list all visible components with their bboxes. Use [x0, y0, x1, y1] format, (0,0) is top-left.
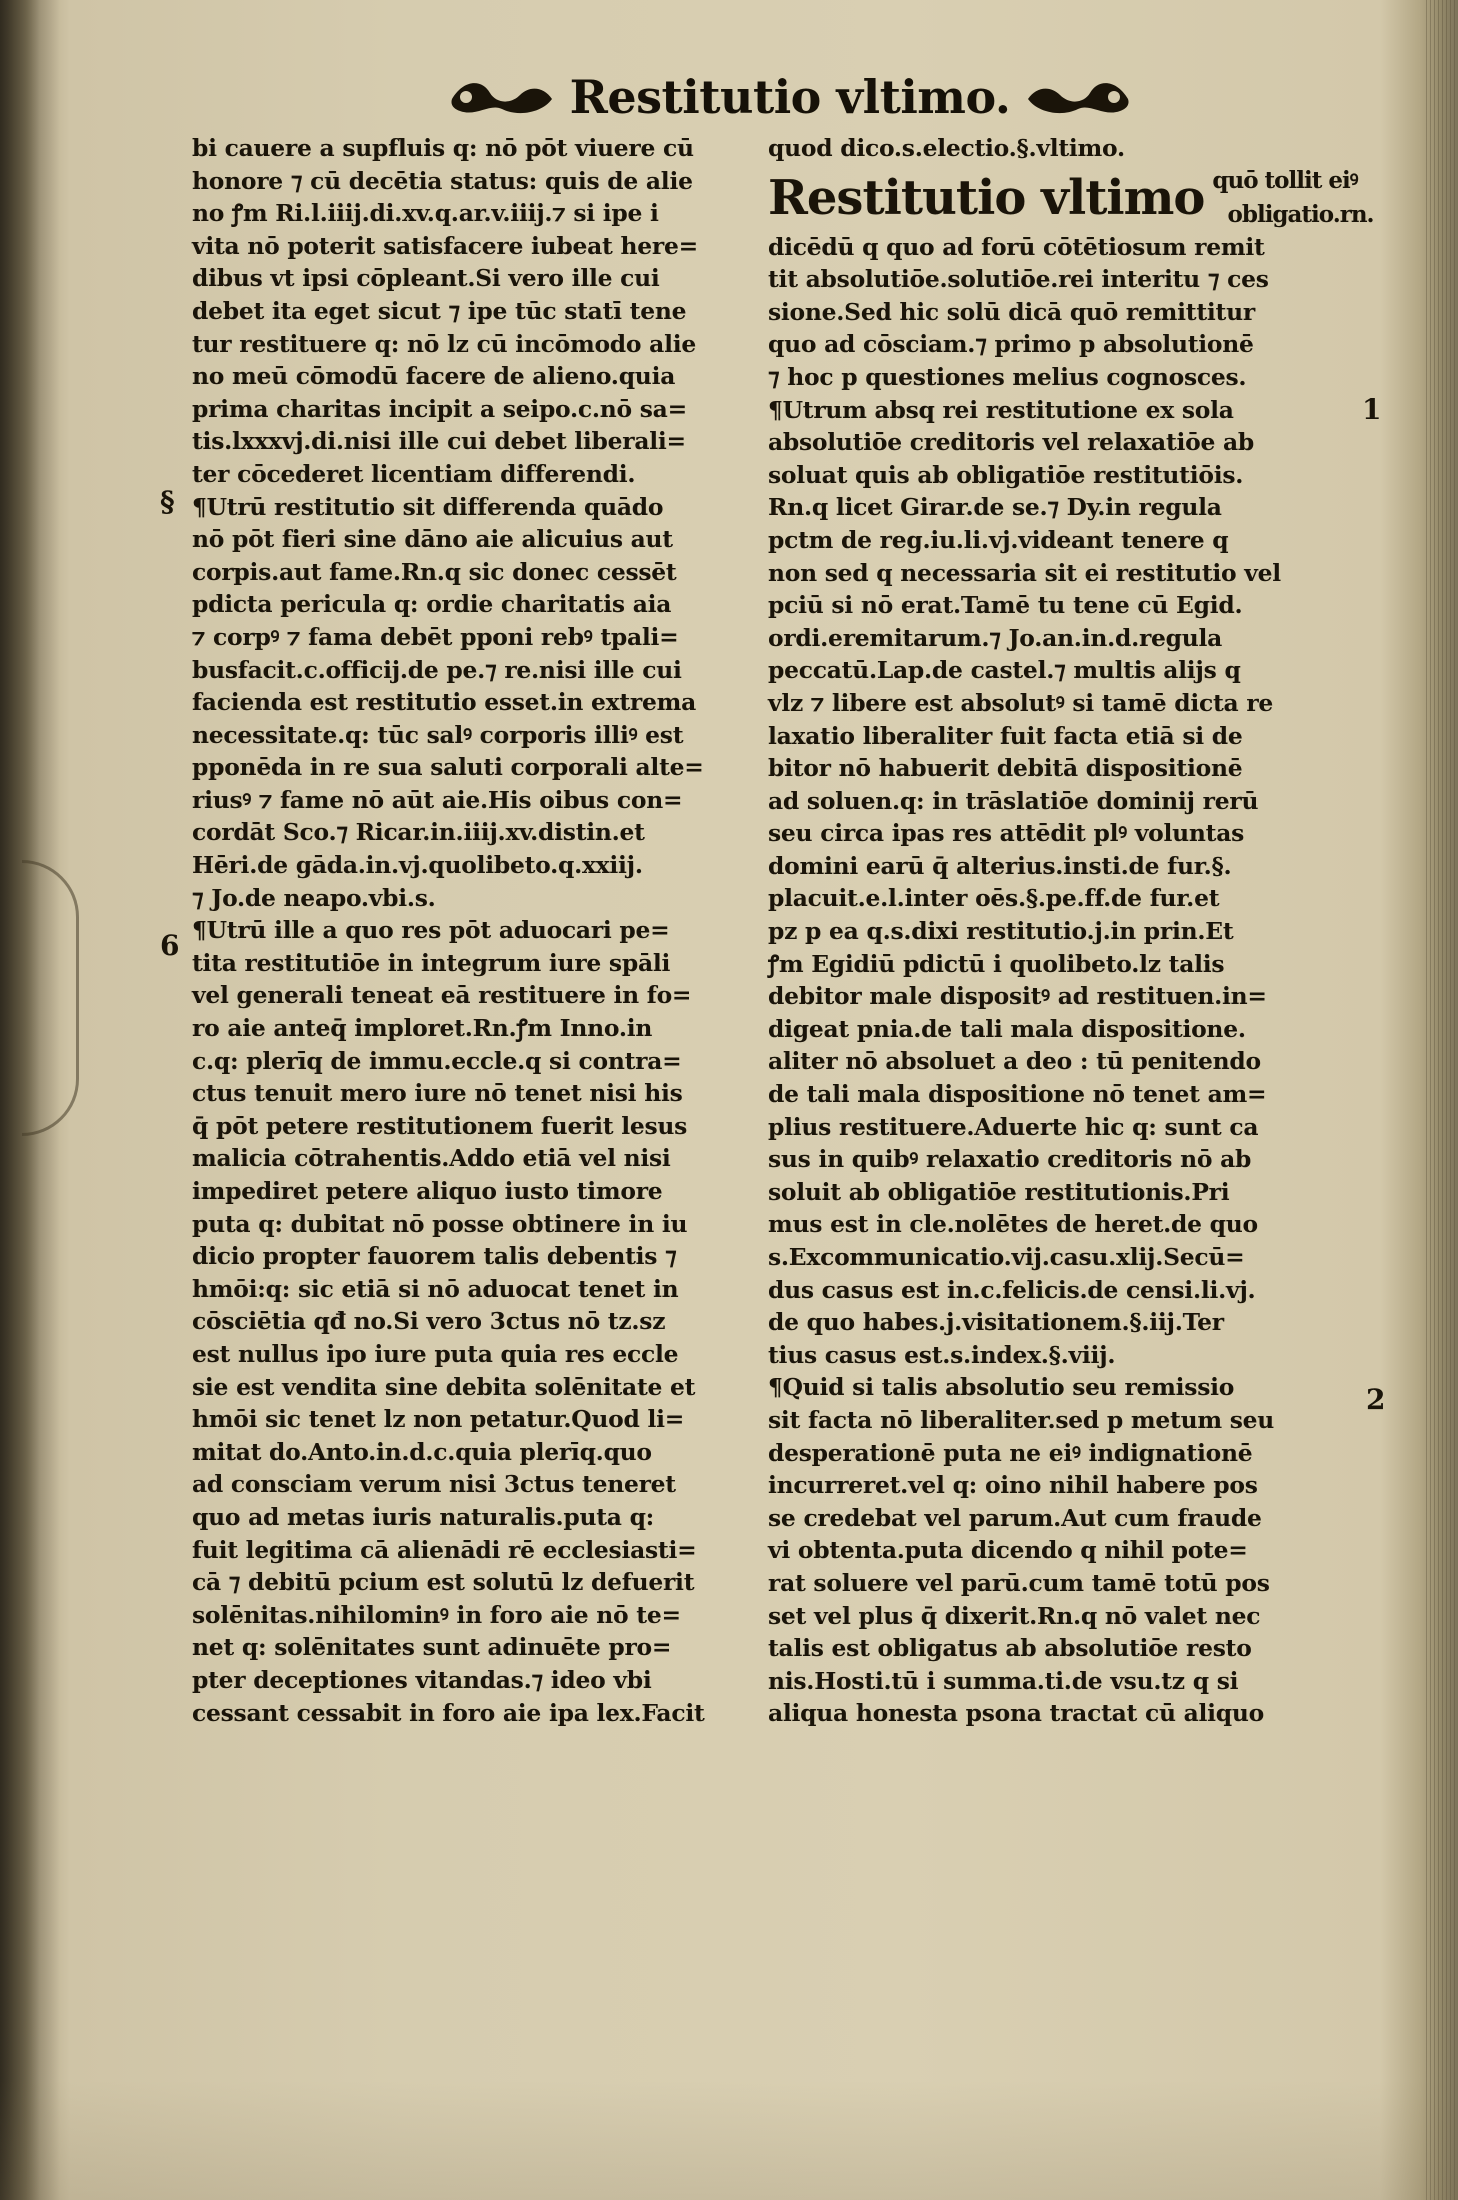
text-line: pponēda in re sua saluti corporali alte= — [192, 753, 704, 782]
text-line: debitor male dispositꝰ ad restituen.in= — [768, 982, 1267, 1011]
text-line: facienda est restitutio esset.in extrema — [192, 688, 697, 717]
text-line: quod dico.s.electio.§.vltimo. — [768, 134, 1125, 162]
right-text-column — [768, 132, 1374, 1730]
page-edge — [1426, 0, 1458, 2200]
text-line: ⁊ Jo.de neapo.vbi.s. — [192, 883, 436, 912]
text-line: aliter nō absoluet a deo : tū penitendo — [768, 1047, 1261, 1076]
text-line: ¶Utrum absq rei restitutione ex sola — [768, 395, 1234, 424]
text-line: dus casus est in.c.felicis.de censi.li.vj. — [768, 1275, 1256, 1304]
text-line: mitat do.Anto.in.d.c.quia plerīq.quo — [192, 1437, 652, 1466]
margin-mark: 1 — [1362, 393, 1382, 426]
text-line: hmōi sic tenet lz non petatur.Quod li= — [192, 1405, 685, 1434]
text-line: ¶Utrū ille a quo res pōt aduocari pe= — [192, 916, 670, 945]
text-line: soluat quis ab obligatiōe restitutiōis. — [768, 460, 1244, 489]
text-line: riusꝰ ⁊ fame nō aūt aie.His oibus con= — [192, 785, 683, 814]
text-line: net q: solēnitates sunt adinuēte pro= — [192, 1633, 672, 1662]
text-line: bi cauere a supfluis q: nō pōt viuere cū — [192, 134, 694, 162]
text-line: domini earū q̄ alterius.insti.de fur.§. — [768, 851, 1232, 880]
text-line: sie est vendita sine debita solēnitate et — [192, 1372, 696, 1401]
section-heading-text: Restitutio vltimo — [768, 169, 1205, 226]
text-line: tius casus est.s.index.§.viij. — [768, 1340, 1116, 1369]
text-line: necessitate.q: tūc salꝰ corporis illiꝰ est — [192, 720, 684, 749]
text-line: absolutiōe creditoris vel relaxatiōe ab — [768, 428, 1255, 457]
text-line: nis.Hosti.tū i summa.ti.de vsu.tz q si — [768, 1666, 1239, 1695]
heading-superscript: quō tollit eiꝰ — [1212, 166, 1358, 194]
text-line: quo ad cōsciam.⁊ primo p absolutionē — [768, 330, 1254, 359]
text-line: puta q: dubitat nō posse obtinere in iu — [192, 1209, 688, 1238]
margin-mark: 6 — [160, 929, 180, 962]
text-line: pdicta pericula q: ordie charitatis aia — [192, 590, 672, 619]
text-line: impediret petere aliquo iusto timore — [192, 1177, 663, 1205]
text-line: dicio propter fauorem talis debentis ⁊ — [192, 1242, 677, 1271]
text-line: honore ⁊ cū decētia status: quis de alie — [192, 166, 693, 195]
text-line: ꝭm Egidiū pdictū i quolibeto.lz talis — [768, 949, 1225, 978]
text-line: ter cōcederet licentiam differendi. — [192, 459, 636, 488]
text-line: ordi.eremitarum.⁊ Jo.an.in.d.regula — [768, 623, 1223, 652]
text-line: pz p ea q.s.dixi restitutio.j.in prin.Et — [768, 917, 1234, 946]
page-shade — [0, 2080, 1458, 2200]
text-line: s.Excommunicatio.vij.casu.xlij.Secū= — [768, 1243, 1245, 1271]
text-line: plius restituere.Aduerte hic q: sunt ca — [768, 1112, 1259, 1141]
text-line: vel generali teneat eā restituere in fo= — [192, 981, 692, 1010]
text-line: ctus tenuit mero iure nō tenet nisi his — [192, 1079, 683, 1108]
text-line: sus in quibꝰ relaxatio creditoris nō ab — [768, 1145, 1252, 1174]
page-header — [460, 62, 1120, 132]
text-line: laxatio liberaliter fuit facta etiā si de — [768, 721, 1243, 750]
text-line: corpis.aut fame.Rn.q sic donec cessēt — [192, 557, 677, 586]
left-flourish-icon — [446, 69, 556, 125]
text-line: peccatū.Lap.de castel.⁊ multis alijs q — [768, 656, 1241, 685]
text-line: aliqua honesta psona tractat cū aliquo — [768, 1699, 1265, 1728]
text-line: ro aie anteq̄ imploret.Rn.ꝭm Inno.in — [192, 1014, 653, 1043]
text-line: de tali mala dispositione nō tenet am= — [768, 1080, 1267, 1109]
text-line: tit absolutiōe.solutiōe.rei interitu ⁊ ces — [768, 265, 1269, 294]
text-line: soluit ab obligatiōe restitutionis.Pri — [768, 1177, 1230, 1206]
text-line: hmōi:q: sic etiā si nō aduocat tenet in — [192, 1274, 679, 1303]
left-text-column — [192, 132, 754, 1729]
text-line: cā ⁊ debitū pcium est solutū lz defuerit — [192, 1568, 695, 1597]
text-line: mus est in cle.nolētes de heret.de quo — [768, 1210, 1258, 1239]
text-line: ¶Utrū restitutio sit differenda quādo — [192, 492, 664, 521]
text-line: ⁊ hoc p questiones melius cognosces. — [768, 362, 1247, 391]
text-line: no meū cōmodū facere de alieno.quia — [192, 362, 676, 391]
text-line: ad soluen.q: in trāslatiōe dominij rerū — [768, 786, 1259, 815]
text-line: no ꝭm Ri.l.iiij.di.xv.q.ar.v.iiij.⁊ si ipe i — [192, 199, 659, 228]
text-line: debet ita eget sicut ⁊ ipe tūc statī tene — [192, 296, 687, 325]
text-line: cessant cessabit in foro aie ipa lex.Facit — [192, 1698, 705, 1727]
text-line: digeat pnia.de tali mala dispositione. — [768, 1014, 1246, 1043]
text-line: non sed q necessaria sit ei restitutio vel — [768, 558, 1281, 587]
thumb-index-tab — [22, 860, 79, 1136]
text-line: rat soluere vel parū.cum tamē totū pos — [768, 1568, 1270, 1597]
section-heading — [768, 165, 1374, 231]
text-line: desperationē puta ne eiꝰ indignationē — [768, 1438, 1253, 1467]
text-line: ad consciam verum nisi 3ctus teneret — [192, 1470, 676, 1499]
text-line: est nullus ipo iure puta quia res eccle — [192, 1339, 679, 1368]
text-line: c.q: plerīq de immu.eccle.q si contra= — [192, 1046, 682, 1075]
text-line: vlz ⁊ libere est absolutꝰ si tamē dicta re — [768, 688, 1274, 717]
text-line: sit facta nō liberaliter.sed p metum seu — [768, 1405, 1275, 1434]
text-line: de quo habes.j.visitationem.§.iij.Ter — [768, 1308, 1224, 1337]
text-line: tur restituere q: nō lz cū incōmodo alie — [192, 329, 696, 358]
text-line: pter deceptiones vitandas.⁊ ideo vbi — [192, 1665, 652, 1694]
text-line: pciū si nō erat.Tamē tu tene cū Egid. — [768, 591, 1243, 620]
text-line: nō pōt fieri sine dāno aie alicuius aut — [192, 525, 673, 554]
margin-mark: § — [160, 485, 175, 518]
text-line: malicia cōtrahentis.Addo etiā vel nisi — [192, 1144, 671, 1173]
text-line: fuit legitima cā alienādi rē ecclesiasti= — [192, 1535, 697, 1564]
text-line: dibus vt ipsi cōpleant.Si vero ille cui — [192, 264, 660, 293]
text-line: quo ad metas iuris naturalis.puta q: — [192, 1502, 655, 1531]
right-flourish-icon — [1024, 69, 1134, 125]
text-line: prima charitas incipit a seipo.c.nō sa= — [192, 394, 687, 423]
text-line: bitor nō habuerit debitā dispositionē — [768, 754, 1243, 783]
text-line: vi obtenta.puta dicendo q nihil pote= — [768, 1536, 1248, 1565]
text-line: q̄ pōt petere restitutionem fuerit lesus — [192, 1111, 688, 1140]
text-line: cōsciētia qđ no.Si vero 3ctus nō tz.sz — [192, 1307, 666, 1336]
text-line: tita restitutiōe in integrum iure spāli — [192, 948, 671, 977]
text-line: se credebat vel parum.Aut cum fraude — [768, 1503, 1262, 1532]
text-line: pctm de reg.iu.li.vj.videant tenere q — [768, 525, 1229, 554]
text-line: dicēdū q quo ad forū cōtētiosum remit — [768, 232, 1265, 261]
text-line: placuit.e.l.inter oēs.§.pe.ff.de fur.et — [768, 884, 1220, 913]
text-line: Hēri.de gāda.in.vj.quolibeto.q.xxiij. — [192, 851, 643, 880]
text-line: set vel plus q̄ dixerit.Rn.q nō valet nec — [768, 1601, 1261, 1630]
text-line: talis est obligatus ab absolutiōe resto — [768, 1634, 1252, 1663]
heading-subscript: obligatio.rn. — [1227, 200, 1374, 228]
text-line: busfacit.c.officij.de pe.⁊ re.nisi ille cui — [192, 655, 682, 684]
text-line: cordāt Sco.⁊ Ricar.in.iiij.xv.distin.et — [192, 818, 645, 847]
text-line: seu circa ipas res attēdit plꝰ voluntas — [768, 819, 1245, 848]
text-line: incurreret.vel q: oino nihil habere pos — [768, 1471, 1258, 1500]
running-title: Restitutio vltimo. — [569, 70, 1011, 124]
text-line: vita nō poterit satisfacere iubeat here= — [192, 231, 698, 260]
text-line: Rn.q licet Girar.de se.⁊ Dy.in regula — [768, 493, 1222, 522]
text-line: solēnitas.nihilominꝰ in foro aie nō te= — [192, 1600, 681, 1629]
text-line: tis.lxxxvj.di.nisi ille cui debet liberali= — [192, 427, 686, 456]
text-line: ¶Quid si talis absolutio seu remissio — [768, 1373, 1235, 1402]
margin-mark: 2 — [1366, 1383, 1386, 1416]
text-line: sione.Sed hic solū dicā quō remittitur — [768, 297, 1255, 326]
text-line: ⁊ corpꝰ ⁊ fama debēt pponi rebꝰ tpali= — [192, 622, 679, 651]
